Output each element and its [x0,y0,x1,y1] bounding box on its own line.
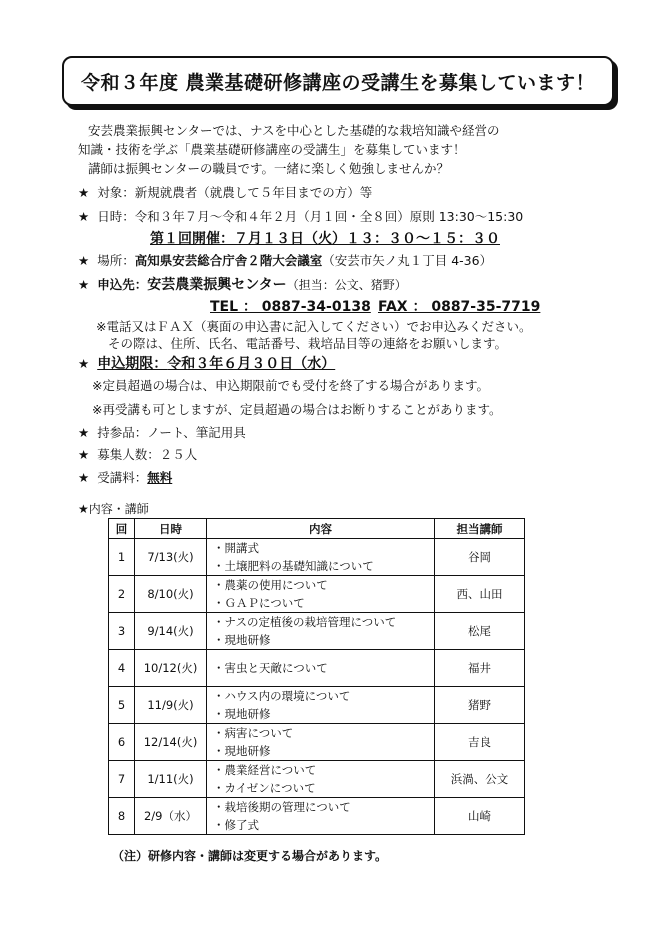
cell-content [207,798,435,835]
star-icon: ★ [78,470,90,485]
target-value: 新規就農者（就農して５年目までの方）等 [134,185,373,200]
footnote: （注）研修内容・講師は変更する場合があります。 [112,849,388,863]
items-label: 持参品： [97,425,148,440]
content-item: ・開講式 [213,541,259,555]
deadline-row [78,353,335,373]
items-row [78,424,246,442]
cell-teacher: 福井 [435,650,525,687]
cell-content [207,724,435,761]
table-row [109,576,525,613]
content-item: ・現地研修 [213,707,271,721]
content-item: ・現地研修 [213,744,271,758]
apply-org: 安芸農業振興センター [147,277,287,293]
deadline-value: 令和３年６月３０日（水） [167,356,336,372]
star-icon: ★ [78,209,90,224]
star-icon: ★ [78,253,90,268]
fee-value: 無料 [147,470,173,485]
schedule-value: 令和３年７月～令和４年２月（月１回・全８回）原則 13:30～15:30 [134,209,524,224]
apply-note-2: その際は、住所、氏名、電話番号、栽培品目等の連絡をお願いします。 [108,336,508,351]
apply-note-1: ※電話又はＦＡＸ（裏面の申込書に記入してください）でお申込みください。 [96,319,532,334]
schedule-table [108,518,525,835]
place-address: （安芸市矢ノ丸１丁目 4-36） [322,253,493,268]
apply-row [78,276,407,294]
capacity-row [78,446,197,464]
table-row [109,613,525,650]
cell-no: 8 [109,798,135,835]
intro-line-1: 安芸農業振興センターでは、ナスを中心とした基礎的な栽培知識や経営の [88,123,500,138]
cell-no: 4 [109,650,135,687]
star-icon: ★ [78,185,90,200]
cell-teacher: 猪野 [435,687,525,724]
cell-content [207,576,435,613]
cell-no: 6 [109,724,135,761]
content-item: ・ＧＡＰについて [213,596,305,610]
apply-tel: TEL ： 0887-34-0138 [210,299,371,315]
first-session: 第１回開催：７月１３日（火）１３：３０～１５：３０ [150,231,500,247]
intro-line-2: 知識・技術を学ぶ「農業基礎研修講座の受講生」を募集しています！ [78,142,466,157]
capacity-value: ２５人 [159,447,198,462]
content-item: ・ナスの定植後の栽培管理について [213,615,397,629]
cell-content [207,761,435,798]
table-header-row [109,519,525,539]
schedule-label: 日時： [97,209,135,224]
fee-row [78,469,172,487]
header-content: 内容 [207,519,435,539]
table-row [109,687,525,724]
cell-content [207,687,435,724]
place-row [78,252,492,270]
cell-no: 3 [109,613,135,650]
table-row [109,798,525,835]
deadline-label: 申込期限： [97,356,168,372]
apply-contact: （担当：公文、猪野） [286,278,407,292]
cell-no: 5 [109,687,135,724]
fee-label: 受講料： [97,470,148,485]
target-label: 対象： [97,185,135,200]
content-item: ・農業経営について [213,763,317,777]
content-item: ・現地研修 [213,633,271,647]
cell-date: 11/9(火) [135,687,207,724]
content-item: ・カイゼンについて [213,781,316,795]
cell-no: 1 [109,539,135,576]
cell-teacher: 山崎 [435,798,525,835]
cell-date: 2/9（水） [135,798,207,835]
cell-content [207,613,435,650]
intro-line-3: 講師は振興センターの職員です。一緒に楽しく勉強しませんか？ [88,161,450,176]
cell-date: 8/10(火) [135,576,207,613]
cell-teacher: 西、山田 [435,576,525,613]
cell-no: 7 [109,761,135,798]
cell-date: 10/12(火) [135,650,207,687]
header-date: 日時 [135,519,207,539]
star-icon: ★ [78,447,90,462]
target-row [78,184,372,202]
content-item: ・農薬の使用について [213,578,328,592]
cell-teacher: 谷岡 [435,539,525,576]
content-item: ・病害について [213,726,294,740]
header-teacher: 担当講師 [435,519,525,539]
place-value: 高知県安芸総合庁舎２階大会議室 [134,253,323,268]
cell-no: 2 [109,576,135,613]
content-heading: ★内容・講師 [78,502,149,516]
deadline-note-2: ※再受講も可としますが、定員超過の場合はお断りすることがあります。 [92,402,502,417]
content-item: ・害虫と天敵について [213,661,328,675]
table-row [109,761,525,798]
content-item: ・修了式 [213,818,259,832]
place-label: 場所： [97,253,135,268]
star-icon: ★ [78,356,90,371]
cell-teacher: 吉良 [435,724,525,761]
star-icon: ★ [78,425,90,440]
cell-date: 9/14(火) [135,613,207,650]
star-icon: ★ [78,277,90,292]
cell-date: 7/13(火) [135,539,207,576]
table-row [109,650,525,687]
header-no: 回 [109,519,135,539]
content-item: ・栽培後期の管理について [213,800,351,814]
apply-label: 申込先： [97,277,148,292]
cell-content [207,650,435,687]
content-item: ・ハウス内の環境について [213,689,351,703]
deadline-note-1: ※定員超過の場合は、申込期限前でも受付を終了する場合があります。 [92,378,489,393]
table-row [109,539,525,576]
apply-fax: FAX ： 0887-35-7719 [378,299,541,315]
page-title: 令和３年度 農業基礎研修講座の受講生を募集しています！ [80,71,596,94]
cell-teacher: 浜渦、公文 [435,761,525,798]
capacity-label: 募集人数： [97,447,160,462]
cell-date: 12/14(火) [135,724,207,761]
content-item: ・土壌肥料の基礎知識について [213,559,374,573]
table-row [109,724,525,761]
title-box [62,56,614,106]
schedule-row [78,208,523,226]
cell-teacher: 松尾 [435,613,525,650]
cell-date: 1/11(火) [135,761,207,798]
cell-content [207,539,435,576]
items-value: ノート、筆記用具 [147,425,246,440]
